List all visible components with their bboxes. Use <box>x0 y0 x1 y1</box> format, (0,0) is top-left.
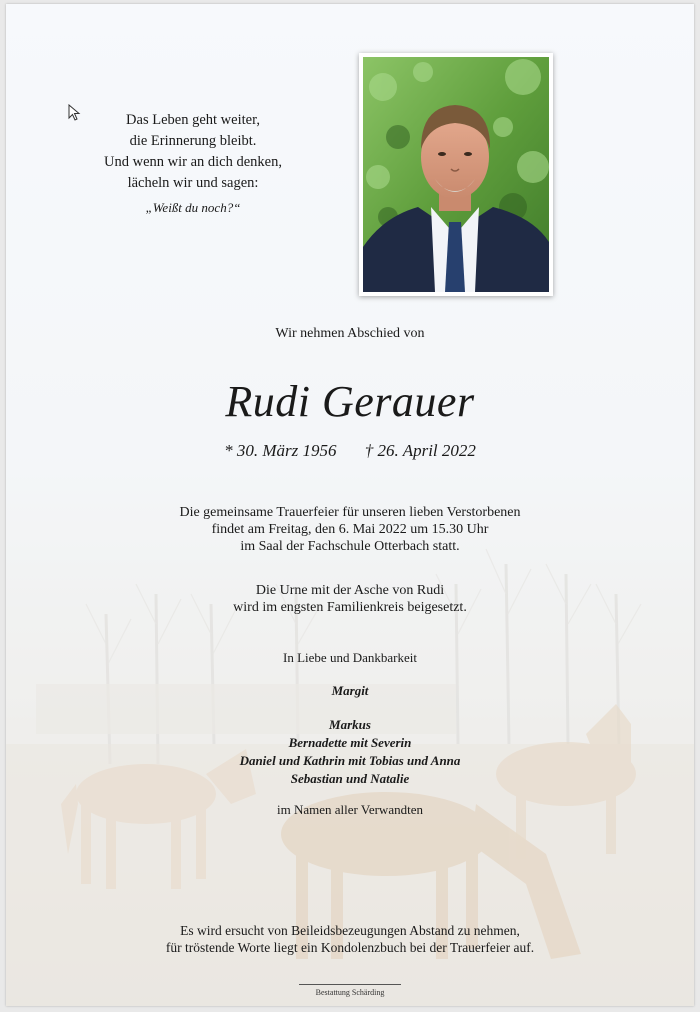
family-members <box>6 716 694 788</box>
urn-line: Die Urne mit der Asche von Rudi <box>255 583 445 598</box>
portrait-photo <box>359 53 553 296</box>
family-member: Daniel und Kathrin mit Tobias und Anna <box>239 753 461 768</box>
urn-line: wird im engsten Familienkreis beigesetzt. <box>233 600 467 615</box>
poem-line: Das Leben geht weiter, <box>126 112 260 128</box>
poem-line: lächeln wir und sagen: <box>127 175 259 191</box>
urn-details <box>6 582 694 616</box>
life-dates <box>6 441 694 461</box>
family-member: Markus <box>329 717 371 732</box>
poem-line: die Erinnerung bleibt. <box>129 133 257 149</box>
deceased-name: Rudi Gerauer <box>225 377 475 426</box>
death-date: † 26. April 2022 <box>364 441 476 460</box>
funeral-home-name: Bestattung Schärding <box>315 988 385 997</box>
memorial-poem <box>58 110 328 218</box>
farewell-intro: Wir nehmen Abschied von <box>275 326 425 341</box>
condolence-note <box>6 922 694 956</box>
poem-quote: „Weißt du noch?“ <box>145 200 241 215</box>
family-member: Bernadette mit Severin <box>288 735 412 750</box>
portrait-image <box>363 57 549 292</box>
relatives-line: im Namen aller Verwandten <box>277 802 423 817</box>
footer-divider <box>299 984 401 985</box>
birth-date: * 30. März 1956 <box>224 441 337 460</box>
family-member: Sebastian und Natalie <box>290 771 410 786</box>
poem-line: Und wenn wir an dich denken, <box>104 154 282 170</box>
love-gratitude-line: In Liebe und Dankbarkeit <box>283 650 417 665</box>
service-line: findet am Freitag, den 6. Mai 2022 um 15.30 Uhr <box>211 522 489 537</box>
condolence-line: Es wird ersucht von Beileidsbezeugungen Abstand zu nehmen, <box>180 923 520 938</box>
obituary-page <box>6 4 694 1006</box>
condolence-line: für tröstende Worte liegt ein Kondolenzbuch bei der Trauerfeier auf. <box>165 940 535 955</box>
service-details <box>6 504 694 555</box>
service-line: im Saal der Fachschule Otterbach statt. <box>240 539 460 554</box>
spouse-name: Margit <box>331 683 369 698</box>
service-line: Die gemeinsame Trauerfeier für unseren lieben Verstorbenen <box>179 505 521 520</box>
